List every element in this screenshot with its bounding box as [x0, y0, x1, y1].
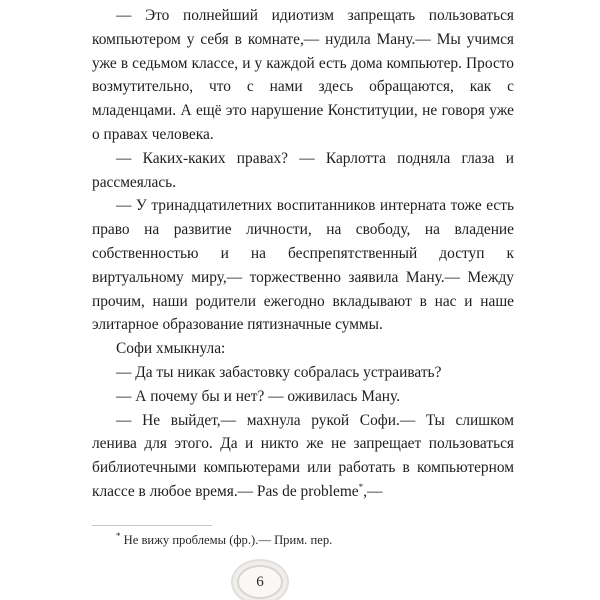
- paragraph-7-text: — Не выйдет,— махнула рукой Софи.— Ты слишком ленива для этого. Да и никто же не запрещает пользоваться библиотечными компьютерами или работать в компьютерном классе в любое время.— Pas de probleme: [92, 411, 514, 500]
- paragraph-3: — У тринадцатилетних воспитанников интерната тоже есть право на развитие личности, на свободу, на владение собственностью и на беспрепятственный доступ к виртуальному миру,— торжественно заявила Ману.— Между прочим, наши родители ежегодно вкладывают в нас и наше элитарное образование пятизначные суммы.: [92, 197, 514, 334]
- paragraph-5: — Да ты никак забастовку собралась устраивать?: [116, 363, 442, 381]
- page-number: 6: [237, 565, 283, 599]
- body-text: [92, 4, 514, 504]
- paragraph-2: — Каких-каких правах? — Карлотта подняла глаза и рассмеялась.: [92, 149, 514, 191]
- paragraph-6: — А почему бы и нет? — оживилась Ману.: [116, 387, 401, 405]
- footnote: [92, 531, 514, 549]
- footnote-marker: *: [116, 530, 121, 541]
- footnote-divider: [92, 525, 212, 526]
- paragraph-1: — Это полнейший идиотизм запрещать пользоваться компьютером у себя в комнате,— нудила Ману.— Мы учимся уже в седьмом классе, и у каждой есть дома компьютер. Просто возмутительно, что с нами здесь обращаются, как с младенцами. А ещё это нарушение Конституции, не говоря уже о правах человека.: [92, 7, 514, 143]
- paragraph-7: [92, 409, 514, 504]
- paragraph-7-suffix: ,—: [363, 482, 383, 500]
- footnote-reference: *: [358, 481, 364, 492]
- paragraph-4: Софи хмыкнула:: [116, 340, 226, 358]
- footnote-text: Не вижу проблемы (фр.).— Прим. пер.: [123, 533, 333, 547]
